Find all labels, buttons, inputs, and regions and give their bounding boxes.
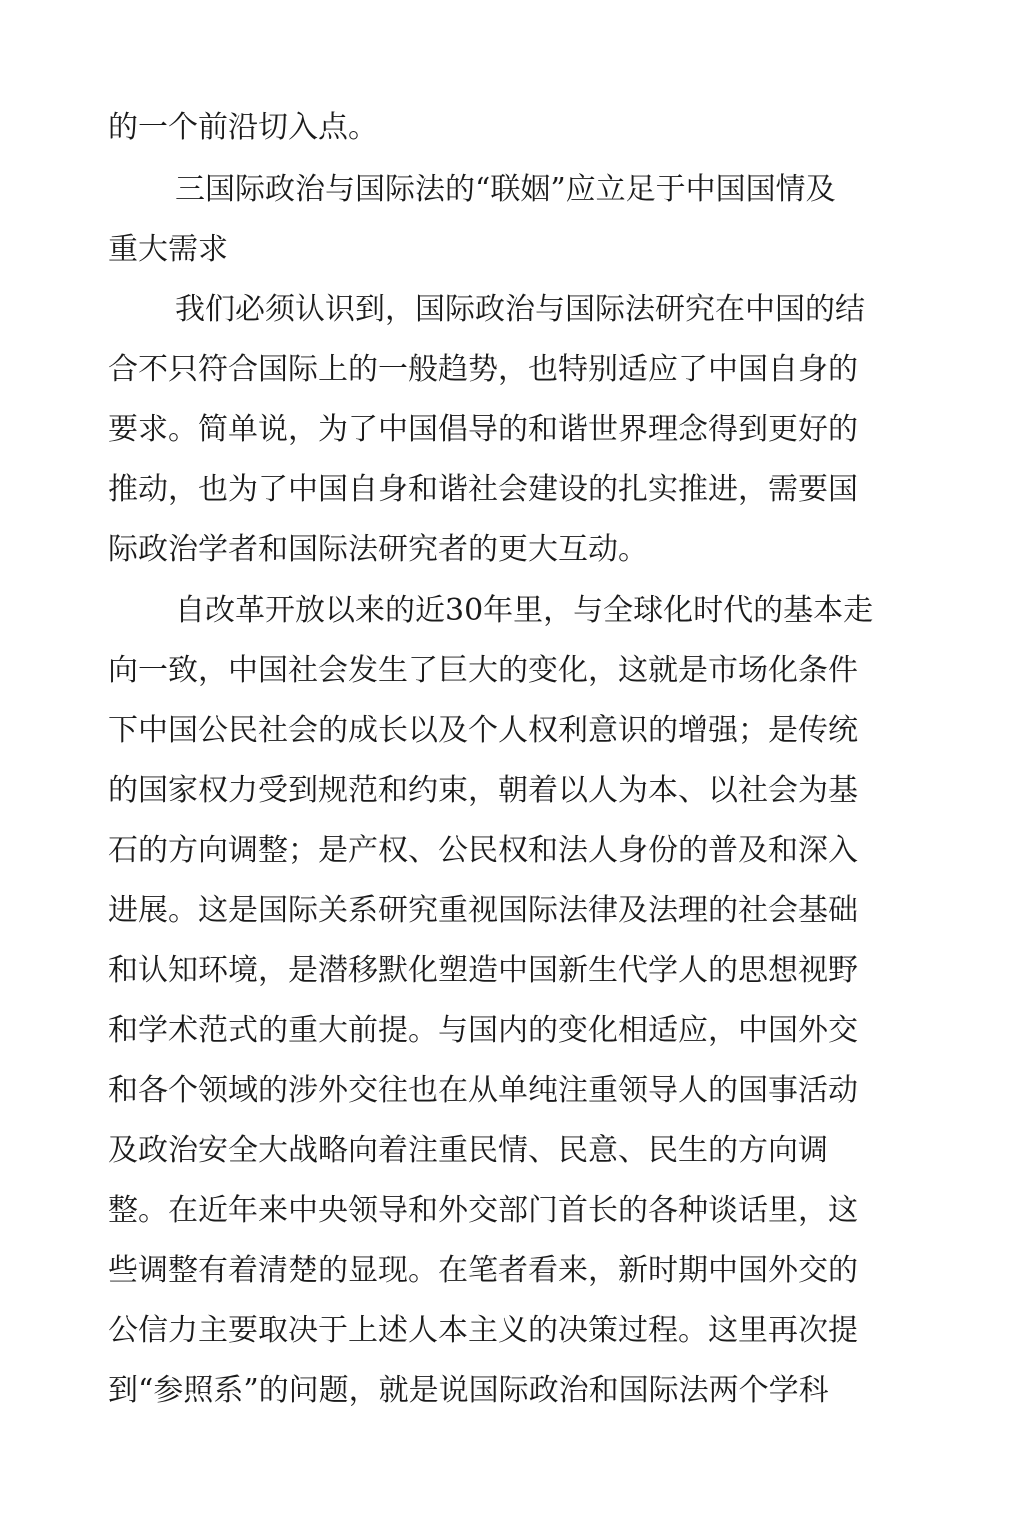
text-line: 公信力主要取决于上述人本主义的决策过程。这里再次提 <box>108 1313 858 1348</box>
text-line: 和学术范式的重大前提。与国内的变化相适应，中国外交 <box>108 1013 858 1048</box>
section-heading-line: 三国际政治与国际法的“联姻”应立足于中国国情及 <box>175 172 836 207</box>
text-line: 要求。简单说，为了中国倡导的和谐世界理念得到更好的 <box>108 412 858 447</box>
text-line: 际政治学者和国际法研究者的更大互动。 <box>108 532 648 567</box>
paragraph-first-line: 自改革开放以来的近30年里，与全球化时代的基本走 <box>175 593 874 628</box>
text-line: 些调整有着清楚的显现。在笔者看来，新时期中国外交的 <box>108 1253 858 1288</box>
text-line: 推动，也为了中国自身和谐社会建设的扎实推进，需要国 <box>108 472 858 507</box>
text-line: 的国家权力受到规范和约束，朝着以人为本、以社会为基 <box>108 773 858 808</box>
text-line: 及政治安全大战略向着注重民情、民意、民生的方向调 <box>108 1133 828 1168</box>
paragraph-first-line: 我们必须认识到，国际政治与国际法研究在中国的结 <box>175 292 865 327</box>
text-line: 下中国公民社会的成长以及个人权利意识的增强；是传统 <box>108 713 858 748</box>
text-line: 到“参照系”的问题，就是说国际政治和国际法两个学科 <box>108 1373 829 1408</box>
text-line: 合不只符合国际上的一般趋势，也特别适应了中国自身的 <box>108 352 858 387</box>
text-line: 和认知环境，是潜移默化塑造中国新生代学人的思想视野 <box>108 953 858 988</box>
text-line: 向一致，中国社会发生了巨大的变化，这就是市场化条件 <box>108 653 858 688</box>
text-line: 的一个前沿切入点。 <box>108 110 378 145</box>
text-line: 进展。这是国际关系研究重视国际法律及法理的社会基础 <box>108 893 858 928</box>
text-line: 和各个领域的涉外交往也在从单纯注重领导人的国事活动 <box>108 1073 858 1108</box>
text-line: 石的方向调整；是产权、公民权和法人身份的普及和深入 <box>108 833 858 868</box>
text-line: 整。在近年来中央领导和外交部门首长的各种谈话里，这 <box>108 1193 858 1228</box>
section-heading-line: 重大需求 <box>108 232 228 267</box>
